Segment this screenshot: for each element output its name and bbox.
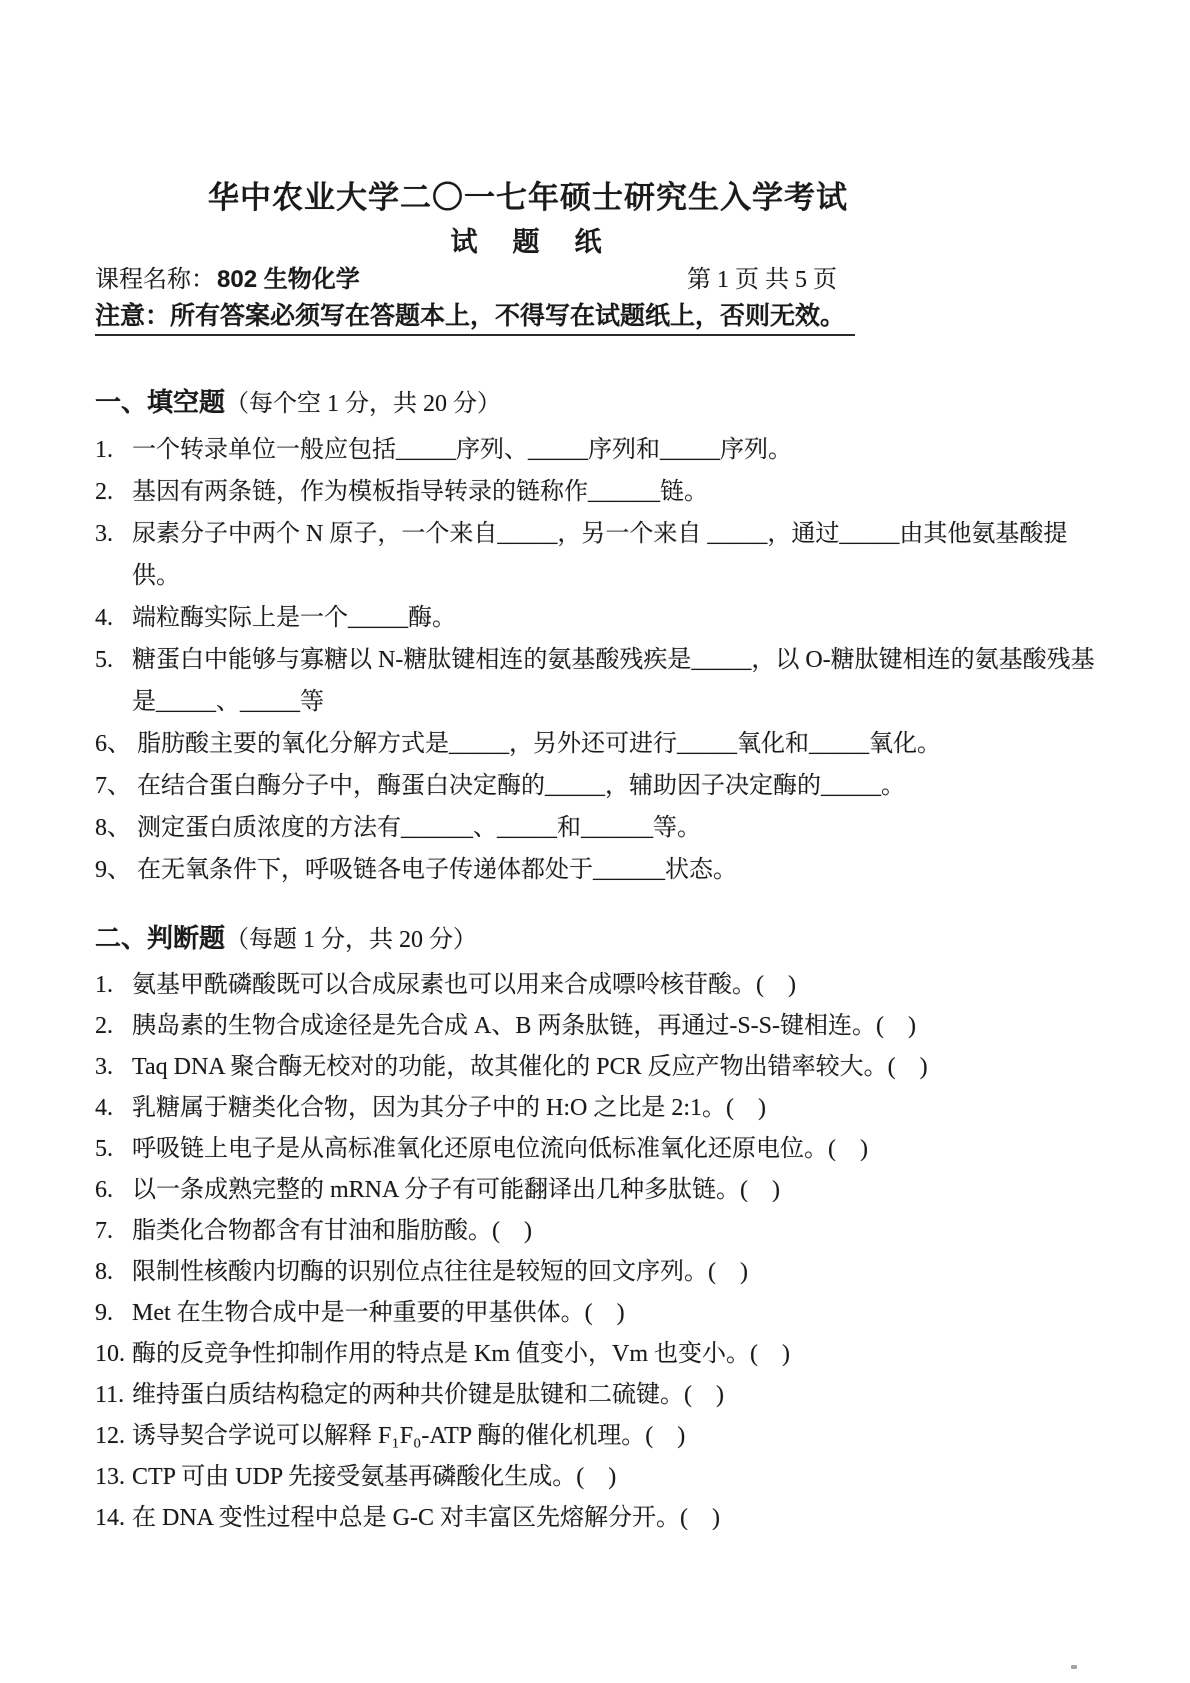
question-item [95, 1252, 1102, 1293]
question-number: 1. [95, 437, 113, 463]
question-item [95, 1293, 1102, 1334]
question-item [95, 1334, 1102, 1375]
section-fill-in-blank [95, 386, 1102, 891]
question-number: 4. [95, 1095, 113, 1121]
scan-artifact-dot [1071, 1665, 1077, 1669]
question-number: 5. [95, 1136, 113, 1162]
question-text: 酶的反竞争性抑制作用的特点是 Km 值变小，Vm 也变小。( ) [132, 1341, 790, 1367]
question-item [95, 1088, 1102, 1129]
question-text: 在无氧条件下，呼吸链各电子传递体都处于______状态。 [137, 857, 737, 883]
question-item [95, 1170, 1102, 1211]
question-item [95, 429, 1102, 471]
question-number: 12. [95, 1423, 125, 1449]
question-number: 14. [95, 1505, 125, 1531]
section-heading-row [95, 386, 1102, 420]
meta-row [95, 265, 837, 295]
question-text: 一个转录单位一般应包括_____序列、_____序列和_____序列。 [132, 437, 792, 463]
question-text: 氨基甲酰磷酸既可以合成尿素也可以用来合成嘌呤核苷酸。( ) [132, 972, 796, 998]
question-number: 8、 [95, 815, 131, 841]
question-number: 5. [95, 647, 113, 673]
question-text: Met 在生物合成中是一种重要的甲基供体。( ) [132, 1300, 625, 1326]
question-number: 4. [95, 605, 113, 631]
course-label: 课程名称： [95, 267, 215, 293]
question-number: 8. [95, 1259, 113, 1285]
question-number: 9. [95, 1300, 113, 1326]
question-item [95, 597, 1102, 639]
course-value: 802 生物化学 [217, 266, 360, 293]
question-number: 6. [95, 1177, 113, 1203]
question-item [95, 1498, 1102, 1539]
question-number: 2. [95, 479, 113, 505]
question-item [95, 965, 1102, 1006]
question-number: 11. [95, 1382, 125, 1408]
question-number: 7、 [95, 773, 131, 799]
question-text: 诱导契合学说可以解释 F₁F₀-ATP 酶的催化机理。( ) [132, 1423, 686, 1449]
question-text: 尿素分子中两个 N 原子，一个来自_____，另一个来自 _____，通过_____由其他氨基酸提供。 [132, 521, 1068, 589]
question-text: 在结合蛋白酶分子中，酶蛋白决定酶的_____，辅助因子决定酶的_____。 [137, 773, 905, 799]
question-item [95, 849, 1102, 891]
question-item [95, 807, 1102, 849]
question-item [95, 1375, 1102, 1416]
question-text: 呼吸链上电子是从高标准氧化还原电位流向低标准氧化还原电位。( ) [132, 1136, 868, 1162]
question-item [95, 471, 1102, 513]
question-text: Taq DNA 聚合酶无校对的功能，故其催化的 PCR 反应产物出错率较大。( ) [132, 1054, 928, 1080]
question-item [95, 1129, 1102, 1170]
question-text: 限制性核酸内切酶的识别位点往往是较短的回文序列。( ) [132, 1259, 748, 1285]
question-number: 7. [95, 1218, 113, 1244]
question-text: CTP 可由 UDP 先接受氨基再磷酸化生成。( ) [132, 1464, 617, 1490]
section-heading-row [95, 922, 1102, 956]
question-number: 3. [95, 521, 113, 547]
question-number: 10. [95, 1341, 125, 1367]
question-text: 乳糖属于糖类化合物，因为其分子中的 H:O 之比是 2:1。( ) [132, 1095, 766, 1121]
question-number: 1. [95, 972, 113, 998]
section-true-false [95, 922, 1102, 1539]
section-heading: 一、填空题 [95, 387, 226, 417]
question-item [95, 639, 1102, 723]
question-text: 基因有两条链，作为模板指导转录的链称作______链。 [132, 479, 708, 505]
question-text: 测定蛋白质浓度的方法有______、_____和______等。 [137, 815, 701, 841]
question-item [95, 513, 1102, 597]
question-item [95, 765, 1102, 807]
question-number: 3. [95, 1054, 113, 1080]
notice-row [95, 301, 1102, 336]
question-item [95, 1047, 1102, 1088]
page-indicator: 第 1 页 共 5 页 [687, 267, 837, 293]
question-item [95, 1457, 1102, 1498]
question-number: 13. [95, 1464, 125, 1490]
question-item [95, 1006, 1102, 1047]
exam-title: 华中农业大学二〇一七年硕士研究生入学考试 [208, 180, 848, 215]
question-text: 脂类化合物都含有甘油和脂肪酸。( ) [132, 1218, 532, 1244]
question-text: 脂肪酸主要的氧化分解方式是_____，另外还可进行_____氧化和_____氧化。 [137, 731, 941, 757]
question-text: 端粒酶实际上是一个_____酶。 [132, 605, 456, 631]
notice-text: 注意：所有答案必须写在答题本上，不得写在试题纸上，否则无效。 [95, 301, 855, 336]
section-score-note: （每个空 1 分，共 20 分） [225, 391, 502, 417]
question-number: 2. [95, 1013, 113, 1039]
question-item [95, 1416, 1102, 1457]
question-text: 在 DNA 变性过程中总是 G-C 对丰富区先熔解分开。( ) [132, 1505, 720, 1531]
course-name-line [95, 265, 360, 295]
section-heading: 二、判断题 [95, 923, 226, 953]
question-text: 维持蛋白质结构稳定的两种共价键是肽键和二硫键。( ) [132, 1382, 724, 1408]
question-number: 6、 [95, 731, 131, 757]
question-item [95, 1211, 1102, 1252]
question-text: 以一条成熟完整的 mRNA 分子有可能翻译出几种多肽链。( ) [132, 1177, 780, 1203]
question-item [95, 723, 1102, 765]
exam-subtitle: 试 题 纸 [450, 227, 606, 257]
question-number: 9、 [95, 857, 131, 883]
question-text: 胰岛素的生物合成途径是先合成 A、B 两条肽链，再通过-S-S-键相连。( ) [132, 1013, 916, 1039]
question-text: 糖蛋白中能够与寡糖以 N-糖肽键相连的氨基酸残疾是_____，以 O-糖肽键相连的氨基酸残基是_____、_____等 [132, 647, 1095, 715]
section-score-note: （每题 1 分，共 20 分） [225, 927, 478, 953]
